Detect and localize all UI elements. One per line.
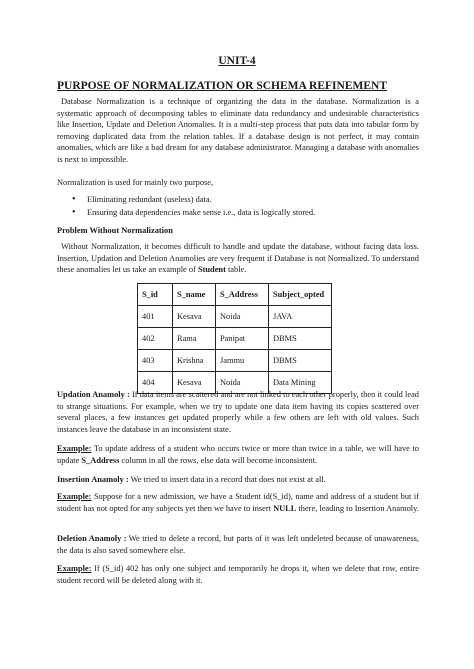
- purpose-list: [57, 194, 417, 219]
- table-row: [138, 350, 332, 372]
- table-cell: 402: [138, 328, 173, 350]
- insertion-label: Insertion Anamoly :: [57, 475, 129, 484]
- unit-title: UNIT-4: [218, 55, 256, 67]
- updation-anomaly-paragraph: [57, 389, 419, 435]
- table-cell: Krishna: [173, 350, 216, 372]
- table-cell: Kesava: [173, 372, 216, 394]
- insertion-anomaly-paragraph: [57, 474, 419, 486]
- purpose-item: • Eliminating redundant (useless) data.: [57, 194, 417, 207]
- main-heading: PURPOSE OF NORMALIZATION OR SCHEMA REFINEMENT: [57, 80, 388, 92]
- problem-text: Without Normalization, it becomes difficult to handle and update the database, without facing data loss. Insertion, Updation and Deletion Anamolies are very frequent if Database is not Normalized. To understand these anomalies let us take an example of: [57, 242, 419, 275]
- example-insert-paragraph: [57, 491, 419, 514]
- table-cell: 401: [138, 306, 173, 328]
- student-table: [137, 283, 332, 394]
- example-text: To update address of a student who occurs twice or more than twice in a table, we will have to update: [57, 444, 419, 465]
- null-keyword: NULL: [273, 503, 297, 513]
- column-header: S_name: [173, 284, 216, 306]
- insertion-text: We tried to insert data in a record that does not exist at all.: [128, 475, 326, 484]
- deletion-anomaly-paragraph: [57, 533, 419, 556]
- example-delete-paragraph: [57, 563, 419, 586]
- table-cell: Kesava: [173, 306, 216, 328]
- updation-label: Updation Anamoly :: [57, 390, 130, 399]
- table-cell: DBMS: [269, 328, 332, 350]
- table-cell: Rama: [173, 328, 216, 350]
- table-cell: 404: [138, 372, 173, 394]
- example-text: Suppose for a new admission, we have a Student id(S_id), name and address of a student but if student has not opted for any subjects yet then we have to insert: [57, 492, 419, 513]
- problem-heading: Problem Without Normalization: [57, 226, 173, 235]
- table-cell: JAVA: [269, 306, 332, 328]
- column-header: S_Address: [216, 284, 269, 306]
- updation-text: If data items are scattered and are not linked to each other properly, then it could lead to strange situations. For example, when we try to update one data item having its copies scattered over several places, a few instances get updated properly while a few others are left with old values. Such instances leave the database in an inconsistent state.: [57, 390, 419, 434]
- example-label: Example:: [57, 564, 92, 573]
- example-text-end: there, leading to Insertion Anamoly.: [296, 503, 419, 513]
- table-header-row: [138, 284, 332, 306]
- table-cell: 403: [138, 350, 173, 372]
- example-label: Example:: [57, 492, 92, 501]
- intro-paragraph: Database Normalization is a technique of organizing the data in the database. Normalization is a systematic approach of decomposing tables to eliminate data redundancy and undesirable characteristics like Insertion, Update and Deletion Anomalies. It is a multi-step process that puts data into tabular form by removing duplicated data from the relation tables. If a database design is not perfect, it may contain anomalies, which are like a bad dream for any database administrator. Managing a database with anomalies is next to impossible.: [57, 97, 419, 164]
- deletion-text: We tried to delete a record, but parts of it was left undeleted because of unawareness, the data is also saved somewhere else.: [57, 534, 419, 555]
- purpose-item: • Ensuring data dependencies make sense i.e., data is logically stored.: [57, 207, 417, 220]
- problem-text-end: table.: [225, 265, 247, 275]
- table-cell: Panipat: [216, 328, 269, 350]
- example-text: If (S_id) 402 has only one subject and temporarily he drops it, when we delete that row, entire student record will be deleted along with it.: [57, 564, 419, 585]
- problem-paragraph: [57, 241, 419, 276]
- example-update-paragraph: [57, 443, 419, 466]
- student-keyword: Student: [197, 265, 226, 275]
- table-cell: Data Mining: [269, 372, 332, 394]
- table-cell: Jammu: [216, 350, 269, 372]
- s-address-keyword: S_Address: [81, 455, 120, 465]
- column-header: S_id: [138, 284, 173, 306]
- deletion-label: Deletion Anamoly :: [57, 534, 127, 543]
- table-row: [138, 328, 332, 350]
- table-row: [138, 306, 332, 328]
- example-label: Example:: [57, 444, 92, 453]
- table-cell: DBMS: [269, 350, 332, 372]
- table-cell: Noida: [216, 306, 269, 328]
- example-text-end: column in all the rows, else data will become inconsistent.: [119, 455, 318, 465]
- purpose-intro: Normalization is used for mainly two purpose,: [57, 178, 214, 187]
- column-header: Subject_opted: [269, 284, 332, 306]
- table-cell: Noida: [216, 372, 269, 394]
